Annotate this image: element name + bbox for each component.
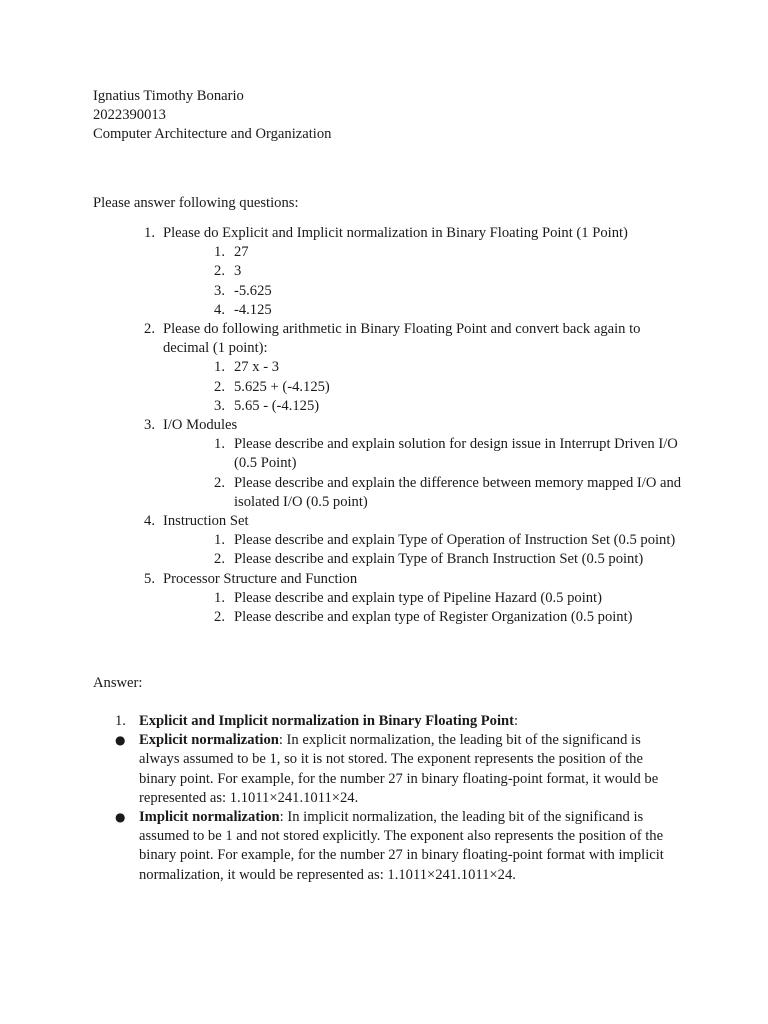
sub-question-text: Please describe and explan type of Register Organization (0.5 point)	[234, 609, 633, 626]
question-list	[93, 224, 693, 627]
student-id: 2022390013	[93, 107, 166, 123]
sub-question	[93, 378, 693, 397]
answer-bullet	[93, 731, 683, 808]
bullet-body: : In explicit normalization, the leading bit of the significand is always assumed to be 1, so it is not stored. The exponent represents the position of the binary point. For example, for the number 27 in binary floating-point format, it would be represented as: 1.1011×241.1011×24.	[139, 732, 659, 806]
sub-question-text: 27 x - 3	[234, 359, 279, 376]
answer-heading-text: Explicit and Implicit normalization in Binary Floating Point	[139, 713, 515, 729]
question-item	[93, 512, 693, 570]
sub-question-text: -4.125	[234, 301, 272, 318]
sub-question-number: 2.	[214, 378, 225, 395]
sub-question-number: 4.	[214, 301, 225, 318]
sub-question-number: 2.	[214, 609, 225, 626]
questions-intro: Please answer following questions:	[93, 195, 299, 211]
sub-question	[93, 531, 693, 550]
answer-section	[93, 712, 683, 885]
question-text: I/O Modules	[163, 417, 238, 434]
author-name: Ignatius Timothy Bonario	[93, 88, 244, 104]
question-item	[93, 224, 693, 320]
question-number: 3.	[144, 417, 155, 434]
sub-question	[93, 358, 693, 377]
sub-question-text: 5.65 - (-4.125)	[234, 397, 320, 414]
sub-question	[93, 435, 693, 473]
sub-question	[93, 243, 693, 262]
sub-question-text: Please describe and explain Type of Branch Instruction Set (0.5 point)	[234, 551, 644, 568]
question-item	[93, 416, 693, 512]
document-header	[93, 87, 331, 144]
sub-question-text: 5.625 + (-4.125)	[234, 378, 330, 395]
sub-question-number: 1.	[214, 244, 225, 261]
question-number: 4.	[144, 513, 155, 530]
sub-question-number: 1.	[214, 436, 225, 453]
course-name: Computer Architecture and Organization	[93, 126, 332, 142]
sub-question-number: 3.	[214, 397, 225, 414]
sub-question-number: 1.	[214, 532, 225, 549]
question-text: Instruction Set	[163, 513, 249, 530]
sub-question-number: 2.	[214, 263, 225, 280]
sub-question	[93, 474, 693, 512]
sub-question-number: 1.	[214, 589, 225, 606]
sub-question-number: 1.	[214, 359, 225, 376]
sub-question	[93, 282, 693, 301]
question-text: Please do Explicit and Implicit normalization in Binary Floating Point (1 Point)	[163, 225, 628, 241]
question-number: 2.	[144, 321, 155, 338]
sub-question-text: Please describe and explain solution for design issue in Interrupt Driven I/O (0.5 Point)	[234, 436, 678, 472]
sub-question-number: 2.	[214, 551, 225, 568]
answer-number: 1.	[115, 713, 126, 729]
bullet-icon: ●	[115, 810, 126, 825]
sub-question	[93, 550, 693, 569]
answer-heading-suffix: :	[514, 713, 519, 729]
question-text: Processor Structure and Function	[163, 570, 358, 587]
sub-question	[93, 608, 693, 627]
sub-question-text: 3	[234, 263, 242, 280]
answer-heading	[93, 712, 683, 731]
bullet-body: : In implicit normalization, the leading bit of the significand is assumed to be 1 and not stored explicitly. The exponent also represents the position of the binary point. For example, for the number 27 in binary floating-point format with implicit normalization, it would be represented as: 1.1011×241.1011×24.	[139, 809, 664, 883]
question-item	[93, 320, 693, 416]
sub-question-number: 2.	[214, 474, 225, 491]
sub-question	[93, 397, 693, 416]
sub-question	[93, 589, 693, 608]
answer-bullet	[93, 808, 683, 885]
question-item	[93, 570, 693, 628]
sub-question-text: Please describe and explain Type of Operation of Instruction Set (0.5 point)	[234, 532, 676, 549]
sub-question-text: Please describe and explain type of Pipeline Hazard (0.5 point)	[234, 589, 602, 606]
bullet-term: Explicit normalization	[139, 732, 279, 749]
sub-question-number: 3.	[214, 282, 225, 299]
question-number: 5.	[144, 570, 155, 587]
bullet-icon: ●	[115, 733, 126, 748]
sub-question-text: 27	[234, 244, 249, 261]
question-text: Please do following arithmetic in Binary Floating Point and convert back again to decimal (1 point):	[163, 321, 641, 357]
question-number: 1.	[144, 225, 155, 241]
sub-question-text: -5.625	[234, 282, 272, 299]
bullet-term: Implicit normalization	[139, 809, 280, 826]
sub-question	[93, 262, 693, 281]
sub-question-text: Please describe and explain the difference between memory mapped I/O and isolated I/O (0.5 point)	[234, 474, 682, 510]
sub-question	[93, 301, 693, 320]
answer-label: Answer:	[93, 675, 143, 691]
